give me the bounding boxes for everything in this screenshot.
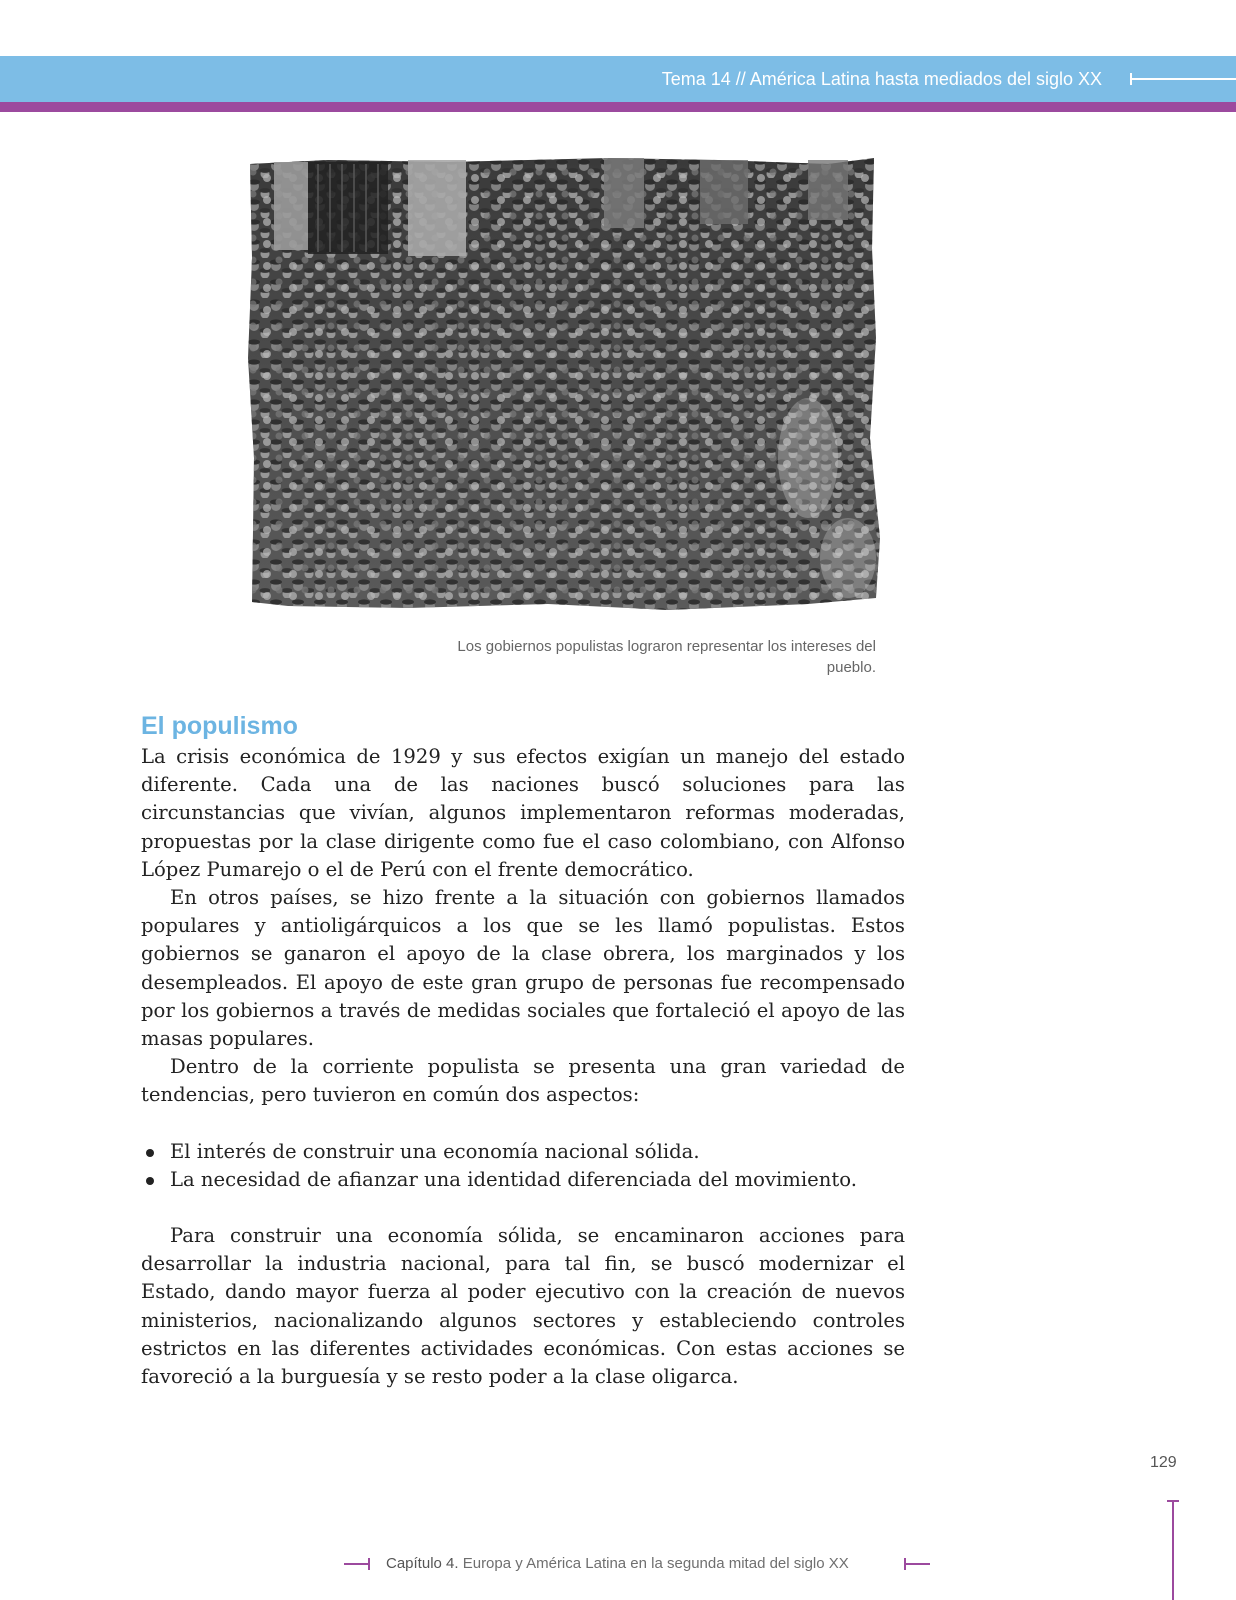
paragraph-3: Dentro de la corriente populista se presenta una gran variedad de tendencias, pero tuvieron en común dos aspectos: xyxy=(141,1055,905,1107)
footer-line-right xyxy=(904,1563,930,1565)
footer xyxy=(0,1552,1236,1576)
header-title: Tema 14 // América Latina hasta mediados del siglo XX xyxy=(661,69,1102,89)
footer-chapter-title: Europa y América Latina en la segunda mitad del siglo XX xyxy=(462,1555,849,1572)
footer-chapter: Capítulo 4. xyxy=(386,1555,459,1572)
purple-accent-bar xyxy=(0,102,1236,112)
list-item: El interés de construir una economía nacional sólida. xyxy=(141,1138,905,1166)
page-number: 129 xyxy=(1150,1454,1177,1471)
paragraph-1: La crisis económica de 1929 y sus efectos exigían un manejo del estado diferente. Cada una de las naciones buscó soluciones para las circunstancias que vivían, algunos implementaron reformas moderadas, propuestas por la clase dirigente como fue el caso colombiano, con Alfonso López Pumarejo o el de Perú con el frente democrático. xyxy=(141,745,905,881)
body-text xyxy=(141,743,905,1391)
footer-line-left xyxy=(344,1563,370,1565)
paragraph-2: En otros países, se hizo frente a la situación con gobiernos llamados populares y antioligárquicos a los que se les llamó populistas. Estos gobiernos se ganaron el apoyo de la clase obrera, los marginados y los desempleados. El apoyo de este gran grupo de personas fue recompensado por los gobiernos a través de medidas sociales que fortaleció el apoyo de las masas populares. xyxy=(141,886,905,1051)
footer-text xyxy=(386,1552,896,1576)
figure-caption: Los gobiernos populistas lograron representar los intereses del pueblo. xyxy=(457,638,876,676)
header-rule xyxy=(1130,78,1236,80)
section-title: El populismo xyxy=(141,712,298,740)
list-item: La necesidad de afianzar una identidad diferenciada del movimiento. xyxy=(141,1166,905,1194)
crowd-photo xyxy=(248,158,902,622)
bullet-list xyxy=(141,1138,905,1194)
side-rule xyxy=(1172,1500,1174,1600)
paragraph-4: Para construir una economía sólida, se encaminaron acciones para desarrollar la industria nacional, para tal fin, se buscó modernizar el Estado, dando mayor fuerza al poder ejecutivo con la creación de nuevos ministerios, nacionalizando algunos sectores y estableciendo controles estrictos en las diferentes actividades económicas. Con estas acciones se favoreció a la burguesía y se resto poder a la clase oligarca. xyxy=(141,1224,905,1389)
footer-tick-left xyxy=(368,1558,370,1570)
